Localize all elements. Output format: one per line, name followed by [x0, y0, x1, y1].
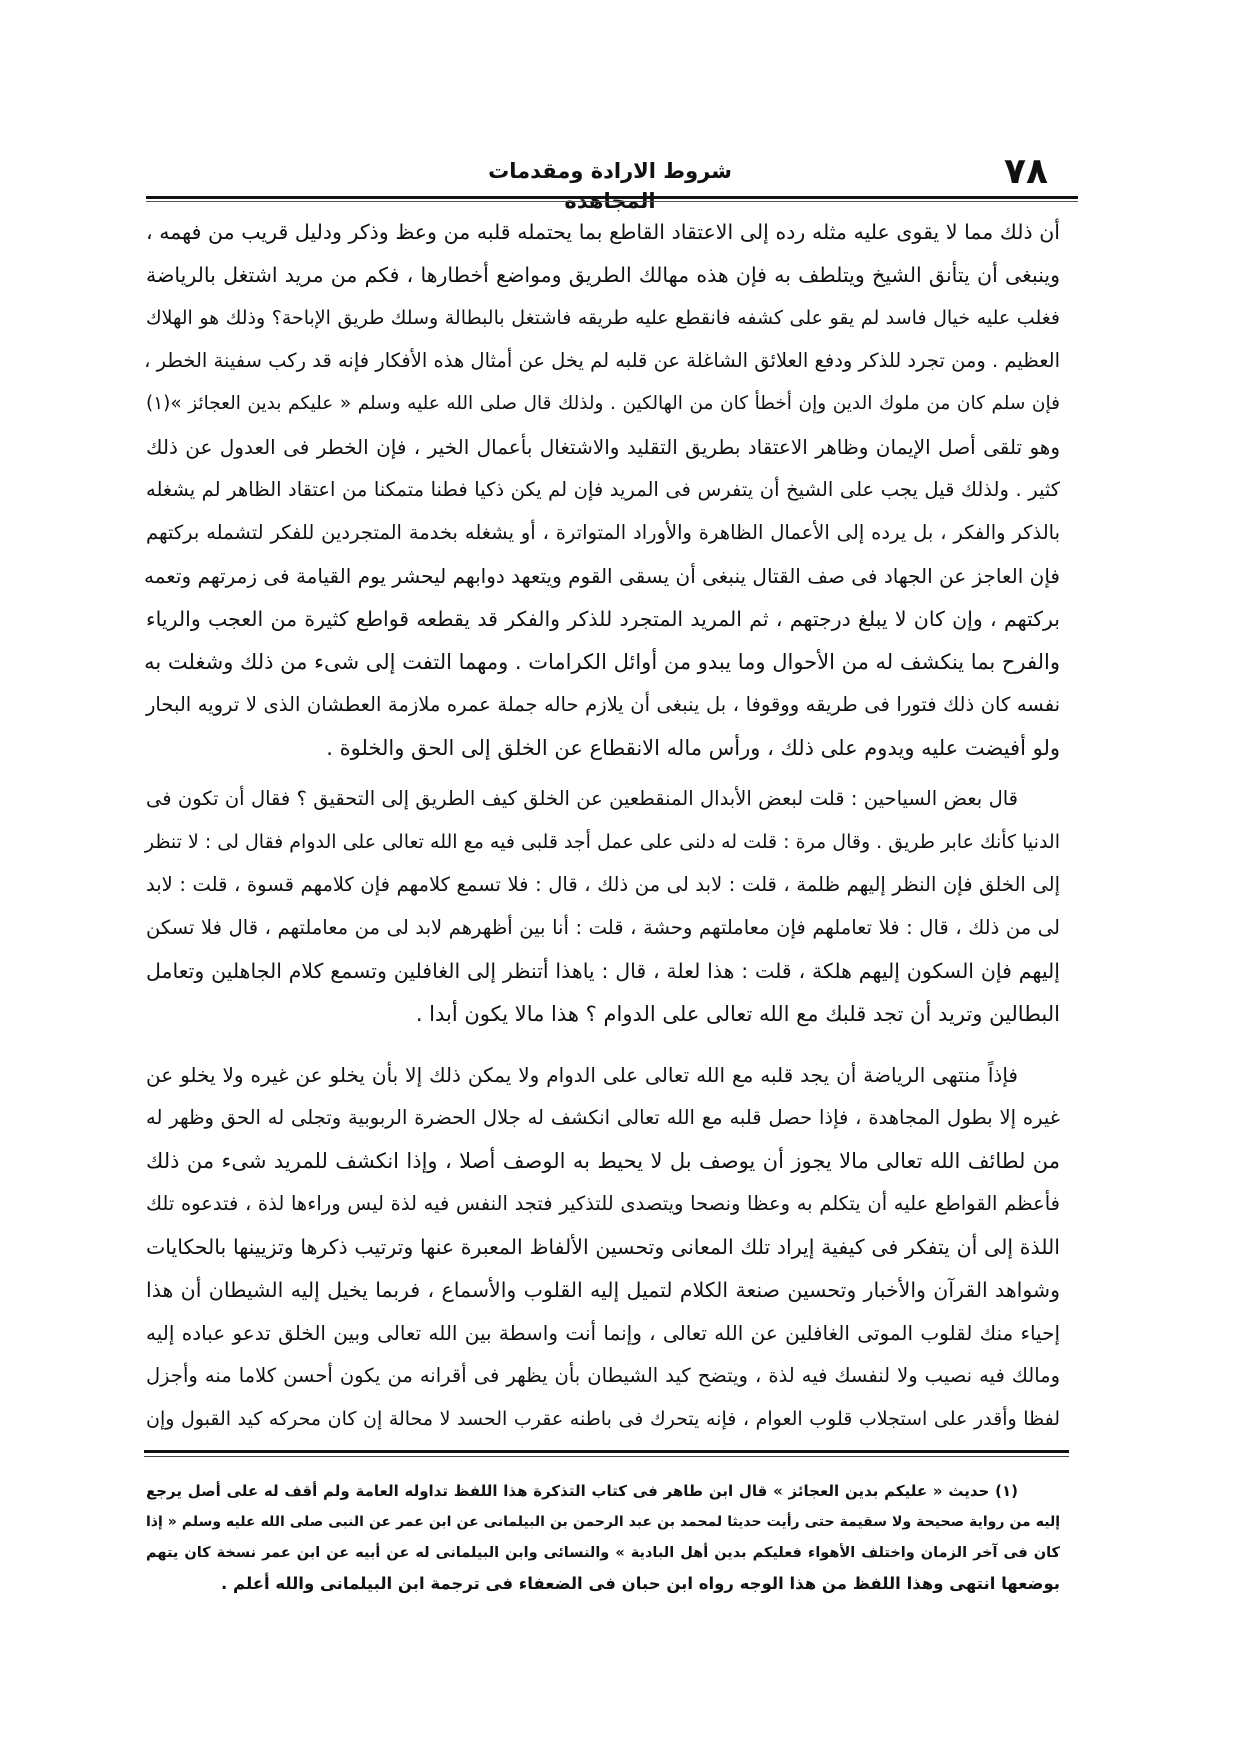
footnote-rule-thin — [144, 1456, 1069, 1457]
text-line: غيره إلا بطول المجاهدة ، فإذا حصل قلبه مع الله تعالى انكشف له جلال الحضرة الربوبية وتجلى له الحق وظهر له — [146, 1106, 1060, 1129]
text-line: لى من ذلك ، قال : فلا تعاملهم فإن معاملتهم وحشة ، قلت : أنا بين أظهرهم لابد لى من معاملتهم ، قال فلا تسكن — [146, 916, 1060, 939]
text-line: ومالك فيه نصيب ولا لنفسك فيه لذة ، ويتضح كيد الشيطان بأن يظهر فى أقرانه من يكون أحسن كلاما منه وأجزل — [146, 1364, 1060, 1387]
text-line: الدنيا كأنك عابر طريق . وقال مرة : قلت له دلنى على عمل أجد قلبى فيه مع الله تعالى على الدوام فقال لى : لا تنظر — [144, 831, 1060, 853]
text-line: نفسه كان ذلك فتورا فى طريقه ووقوفا ، بل ينبغى أن يلازم حاله جملة عمره ملازمة العطشان الذى لا ترويه البحار — [146, 693, 1060, 716]
header-rule — [146, 196, 1078, 199]
text-line: من لطائف الله تعالى مالا يجوز أن يوصف بل لا يحيط به الوصف أصلا ، وإذا انكشف للمريد شىء من ذلك — [146, 1149, 1060, 1173]
text-line: وهو تلقى أصل الإيمان وظاهر الاعتقاد بطريق التقليد والاشتغال بأعمال الخير ، فإن الخطر فى العدول عن ذلك — [146, 435, 1060, 459]
text-line: فإذاً منتهى الرياضة أن يجد قلبه مع الله تعالى على الدوام ولا يمكن ذلك إلا بأن يخلو عن غيره ولا يخلو عن — [146, 1063, 1018, 1087]
text-line: والفرح بما ينكشف له من الأحوال وما يبدو من أوائل الكرامات . ومهما التفت إلى شىء من ذلك وشغلت به — [144, 650, 1060, 674]
text-line: العظيم . ومن تجرد للذكر ودفع العلائق الشاغلة عن قلبه لم يخل عن أمثال هذه الأفكار فإنه قد ركب سفينة الخطر ، — [144, 349, 1060, 372]
text-line: فغلب عليه خيال فاسد لم يقو على كشفه فانقطع عليه طريقه فاشتغل بالبطالة وسلك طريق الإباحة؟ وذلك هو الهلاك — [146, 307, 1060, 329]
text-line: بالذكر والفكر ، بل يرده إلى الأعمال الظاهرة والأوراد المتواترة ، أو يشغله بخدمة المتجردين للفكر لتشمله بركتهم — [146, 521, 1060, 544]
text-line: البطالين وتريد أن تجد قلبك مع الله تعالى على الدوام ؟ هذا مالا يكون أبدا . — [415, 1002, 1060, 1026]
text-line: اللذة إلى أن يتفكر فى كيفية إيراد تلك المعانى وتحسين الألفاظ المعبرة عنها وترتيب ذكرها وتزيينها بالحكايات — [146, 1235, 1060, 1259]
text-line: لفظا وأقدر على استجلاب قلوب العوام ، فإنه يتحرك فى باطنه عقرب الحسد لا محالة إن كان محركه كيد القبول وإن — [146, 1408, 1060, 1430]
footnote-line: كان فى آخر الزمان واختلف الأهواء فعليكم بدين أهل البادية » والنسائى وابن البيلمانى له عن أبيه عن ابن عمر نسخة كان يتهم — [146, 1545, 1060, 1561]
text-line: أن ذلك مما لا يقوى عليه مثله رده إلى الاعتقاد القاطع بما يحتمله قلبه من وعظ وذكر ودليل قريب من فهمه ، — [146, 220, 1060, 244]
text-line: إلى الخلق فإن النظر إليهم ظلمة ، قلت : لابد لى من ذلك ، قال : فلا تسمع كلامهم فإن كلامهم قسوة ، قلت : لابد — [146, 873, 1060, 896]
page-number: ٧٨ — [1004, 151, 1048, 192]
text-line: بركتهم ، وإن كان لا يبلغ درجتهم ، ثم المريد المتجرد للذكر والفكر قد يقطعه قواطع كثيرة من العجب والرياء — [146, 607, 1060, 631]
text-line: وشواهد القرآن والأخبار وتحسين صنعة الكلام لتميل إليه القلوب والأسماع ، فربما يخيل إليه الشيطان أن هذا — [146, 1278, 1060, 1302]
text-line: كثير . ولذلك قيل يجب على الشيخ أن يتفرس فى المريد فإن لم يكن ذكيا فطنا متمكنا من اعتقاد الظاهر لم يشغله — [146, 478, 1060, 501]
text-line: فإن العاجز عن الجهاد فى صف القتال ينبغى أن يسقى القوم ويتعهد دوابهم ليحشر يوم القيامة فى زمرتهم وتعمه — [144, 564, 1060, 588]
text-line: فإن سلم كان من ملوك الدين وإن أخطأ كان من الهالكين . ولذلك قال صلى الله عليه وسلم « عليكم بدين العجائز »(١) — [146, 393, 1060, 414]
footnote-line: بوضعها انتهى وهذا اللفظ من هذا الوجه رواه ابن حبان فى الضعفاء فى ترجمة ابن البيلمانى والله أعلم . — [221, 1574, 1060, 1593]
text-line: ولو أفيضت عليه ويدوم على ذلك ، ورأس ماله الانقطاع عن الخلق إلى الحق والخلوة . — [326, 736, 1060, 760]
text-line: قال بعض السياحين : قلت لبعض الأبدال المنقطعين عن الخلق كيف الطريق إلى التحقيق ؟ فقال أن تكون فى — [146, 787, 1018, 810]
text-line: وينبغى أن يتأنق الشيخ ويتلطف به فإن هذه مهالك الطريق ومواضع أخطارها ، فكم من مريد اشتغل بالرياضة — [146, 263, 1060, 287]
text-line: إحياء منك لقلوب الموتى الغافلين عن الله تعالى ، وإنما أنت واسطة بين الله تعالى وبين الخلق تدعو عباده إليه — [146, 1321, 1060, 1345]
footnote-rule-thick — [144, 1450, 1069, 1453]
header-rule-thin — [146, 201, 1078, 202]
running-title: شروط الارادة ومقدمات — [488, 159, 732, 183]
footnote-line: (١) حديث « عليكم بدين العجائز » قال ابن طاهر فى كتاب التذكرة هذا اللفظ تداوله العامة ولم أقف له على أصل يرجع — [146, 1482, 1018, 1500]
text-line: إليهم فإن السكون إليهم هلكة ، قلت : هذا لعلة ، قال : ياهذا أتنظر إلى الغافلين وتسمع كلام الجاهلين وتعامل — [146, 959, 1060, 983]
text-line: فأعظم القواطع عليه أن يتكلم به وعظا ونصحا ويتصدى للتذكير فتجد النفس فيه لذة ليس وراءها لذة ، فتدعوه تلك — [146, 1192, 1060, 1215]
footnote-line: إليه من رواية صحيحة ولا سقيمة حتى رأيت حديثا لمحمد بن عبد الرحمن بن البيلمانى عن ابن عمر عن النبى صلى الله عليه وسلم « إذا — [146, 1514, 1060, 1530]
